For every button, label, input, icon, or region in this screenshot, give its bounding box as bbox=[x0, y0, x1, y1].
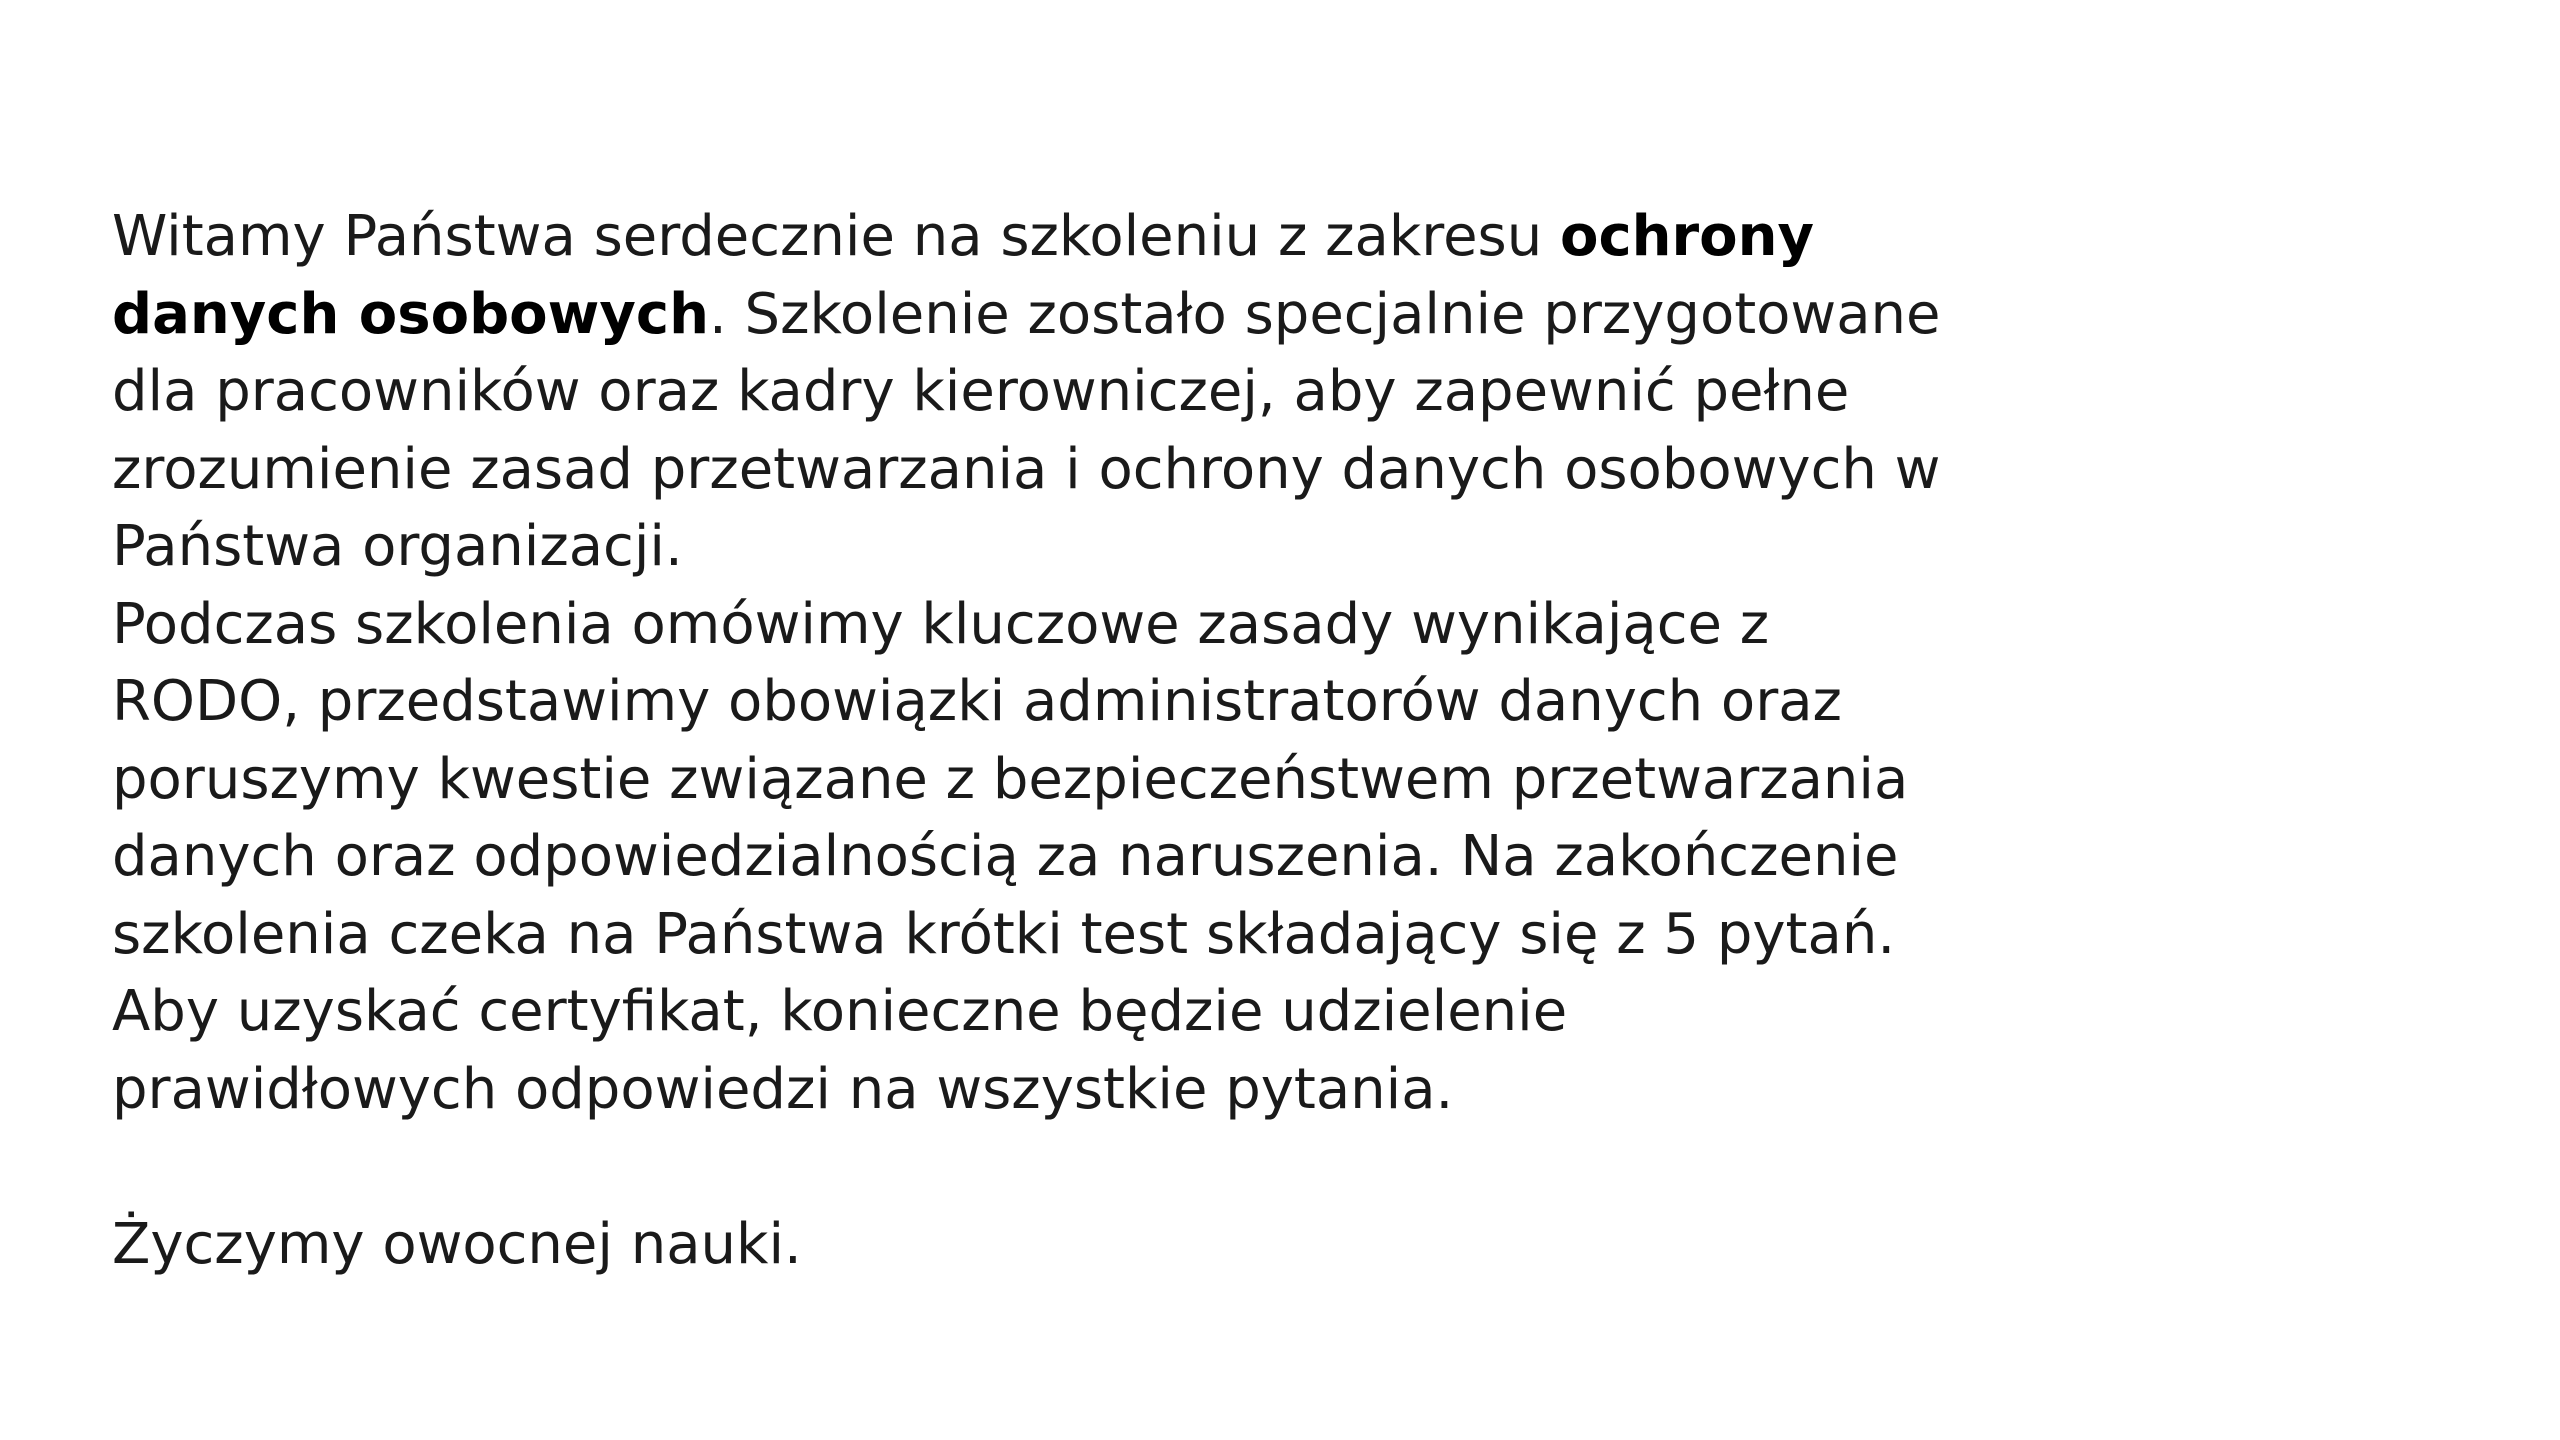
details-line-2: RODO, przedstawimy obowiązki administratorów danych oraz bbox=[112, 669, 1842, 734]
details-line-7: prawidłowych odpowiedzi na wszystkie pytania. bbox=[112, 1056, 1454, 1122]
details-line-5: szkolenia czeka na Państwa krótki test składający się z 5 pytań. bbox=[112, 901, 1896, 967]
intro-line-3: dla pracowników oraz kadry kierowniczej, aby zapewnić pełne bbox=[112, 359, 1850, 424]
intro-text: . Szkolenie zostało specjalnie przygotowane bbox=[708, 281, 1941, 347]
intro-text: Witamy Państwa serdecznie na szkoleniu z zakresu bbox=[112, 204, 1561, 269]
bold-phrase: ochrony bbox=[1560, 204, 1815, 269]
closing-line: Życzymy owocnej nauki. bbox=[112, 1211, 802, 1277]
details-line-1: Podczas szkolenia omówimy kluczowe zasady wynikające z bbox=[112, 591, 1770, 657]
intro-line-2 bbox=[112, 276, 2412, 354]
paragraph-spacer bbox=[112, 1128, 2412, 1206]
details-line-4: danych oraz odpowiedzialnością za naruszenia. Na zakończenie bbox=[112, 824, 1899, 889]
bold-phrase: danych osobowych bbox=[112, 281, 709, 347]
details-line-3: poruszymy kwestie związane z bezpieczeństwem przetwarzania bbox=[112, 746, 1909, 812]
welcome-text-block bbox=[112, 198, 2412, 1283]
details-line-6: Aby uzyskać certyfikat, konieczne będzie udzielenie bbox=[112, 979, 1568, 1044]
intro-line-4: zrozumienie zasad przetwarzania i ochrony danych osobowych w bbox=[112, 436, 1941, 502]
intro-line-5: Państwa organizacji. bbox=[112, 514, 683, 579]
intro-line-1 bbox=[112, 198, 2412, 276]
